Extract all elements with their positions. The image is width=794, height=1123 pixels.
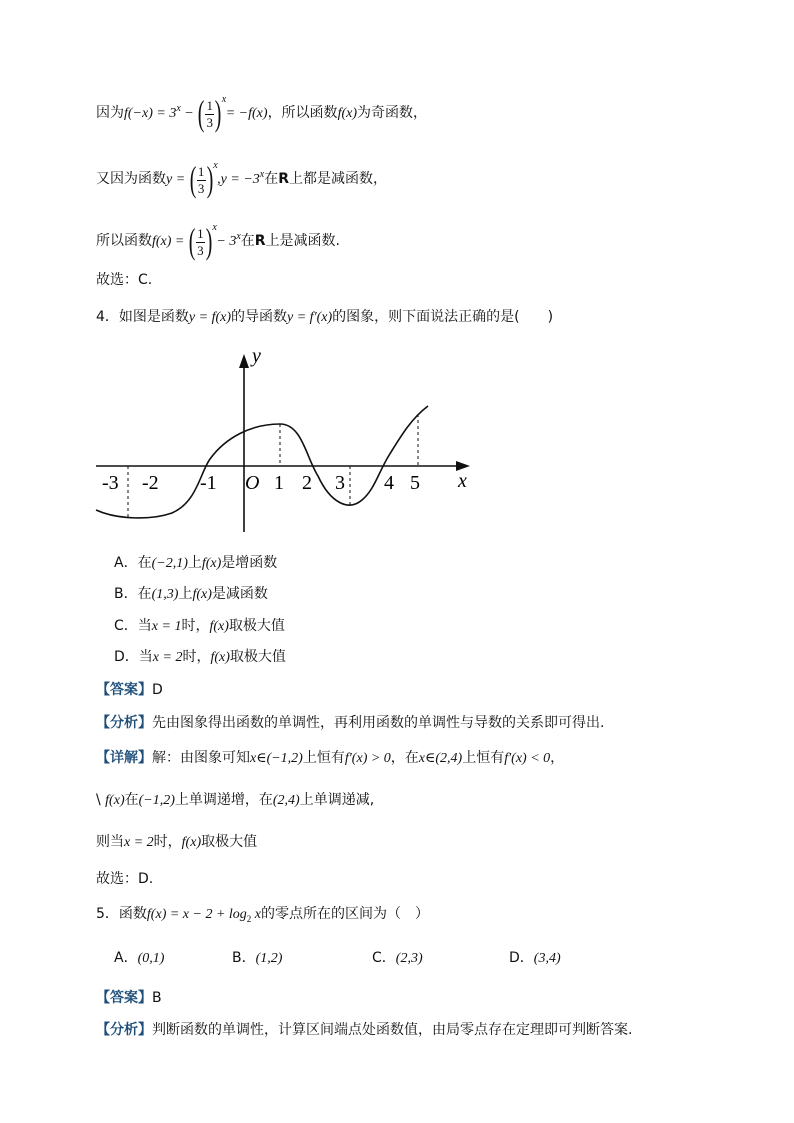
detail-tag: 【详解】 (96, 750, 152, 766)
text: 上 (178, 586, 193, 602)
q4-stem (96, 307, 553, 328)
analysis-text: 判断函数的单调性，计算区间端点处函数值，由局零点存在定理即可判断答案. (152, 1022, 633, 1038)
math-expr: − 3 (212, 234, 237, 249)
q5-choice-b (232, 948, 282, 969)
frac-num: 1 (197, 164, 205, 179)
math-interval: (1,3) (151, 587, 179, 602)
option-letter: C． (114, 618, 138, 634)
fraction-paren: ( $\frac{1}{3}$ ) x (191, 162, 212, 196)
text: 时， (181, 618, 210, 634)
q5-answer (96, 988, 162, 1008)
math-expr: f(−x) = 3 (124, 106, 177, 121)
text: 则当 (96, 834, 124, 850)
option-letter: C． (372, 950, 396, 966)
math-expr: y = f(x) (188, 310, 232, 325)
text: 5．函数 (96, 906, 147, 922)
answer-value: D (152, 682, 163, 698)
text: 是减函数 (211, 586, 268, 602)
option-value: (0,1) (137, 951, 165, 966)
math-expr: (2,4) (272, 793, 300, 808)
text: 解：由图象可知 (152, 750, 250, 766)
math-expr: x∈(2,4) (418, 751, 463, 766)
q4-analysis (96, 713, 604, 733)
set-R: R (278, 171, 290, 187)
exponent: x (221, 94, 227, 105)
derivative-graph (92, 342, 482, 538)
option-d (114, 647, 286, 668)
frac-num: 1 (206, 98, 213, 113)
text: 时， (182, 649, 211, 665)
text: 取极大值 (228, 618, 285, 634)
option-a (114, 553, 277, 574)
x-axis-label: x (458, 470, 467, 492)
text: 取极大值 (229, 649, 286, 665)
option-value: (1,2) (255, 951, 283, 966)
text: 在 (124, 792, 139, 808)
exponent: x (236, 231, 241, 242)
text: ， (550, 750, 565, 766)
q4-choice: 故选：D. (96, 871, 154, 887)
math-cond: x = 1 (151, 619, 182, 634)
math-cond: x = 2 (152, 650, 183, 665)
text: 上恒有 (462, 750, 505, 766)
text: \ (96, 792, 101, 808)
math-fx: f(x) (201, 556, 222, 571)
tick-labels (102, 472, 420, 494)
text: 取极大值 (201, 834, 258, 850)
text: 所以函数 (96, 233, 152, 249)
text: 时， (153, 834, 182, 850)
text: 当 (137, 618, 152, 634)
text: 的导函数 (231, 309, 288, 325)
tick-label: 3 (335, 472, 345, 494)
text: 在 (137, 555, 152, 571)
option-b (114, 584, 268, 605)
option-letter: D． (114, 649, 139, 665)
text: 在 (240, 233, 255, 249)
math-fx: f(x) (209, 619, 229, 634)
exponent: x (213, 160, 218, 171)
math-fx: f(x) (181, 835, 202, 850)
math-fx: f(x) (105, 793, 125, 808)
math-expr: ,y = −3 (213, 172, 260, 187)
option-letter: A． (114, 555, 138, 571)
analysis-text: 先由图象得出函数的单调性，再利用函数的单调性与导数的关系即可得出. (152, 715, 605, 731)
answer-tag: 【答案】 (96, 682, 152, 698)
tick-label: -3 (102, 472, 119, 494)
text: 上都是减函数， (289, 171, 388, 187)
option-letter: B． (114, 586, 138, 602)
fraction-paren: ( $\frac{1}{3}$ ) x (190, 224, 211, 258)
answer-value: B (152, 990, 162, 1006)
text: 上单调递减, (299, 792, 375, 808)
answer-tag: 【答案】 (96, 990, 152, 1006)
option-c (114, 616, 285, 637)
exponent: x (176, 103, 181, 114)
option-letter: D． (509, 950, 534, 966)
option-value: (2,3) (395, 951, 423, 966)
text: ，所以函数 (267, 105, 338, 121)
y-axis-arrow-icon (239, 354, 249, 368)
tick-label: 5 (410, 472, 420, 494)
option-letter: A． (114, 950, 138, 966)
q5-choice-c (372, 948, 423, 969)
text: 4．如图是函数 (96, 309, 189, 325)
tick-label: -2 (142, 472, 159, 494)
q5-analysis (96, 1020, 632, 1040)
origin-label: O (245, 472, 260, 494)
q5-stem (96, 904, 429, 929)
text: 因为 (96, 105, 124, 121)
tick-label: -1 (200, 472, 217, 494)
math-expr: f(x) = (152, 234, 188, 249)
tick-label: 1 (274, 472, 284, 494)
frac-den: 3 (197, 181, 205, 196)
tick-label: 2 (302, 472, 312, 494)
derivative-curve (96, 406, 428, 518)
frac-num: 1 (197, 226, 204, 241)
option-value: (3,4) (533, 951, 561, 966)
math-minus: − (180, 106, 198, 121)
fraction-paren: ( $\frac{1}{3}$ ) x (199, 96, 220, 130)
math-expr: x (251, 907, 262, 922)
option-letter: B． (232, 950, 256, 966)
tick-label: 4 (384, 472, 394, 494)
text: 当 (138, 649, 153, 665)
solution3-line1 (96, 93, 427, 133)
exponent: x (259, 169, 265, 180)
math-fx: f(x) (337, 106, 357, 121)
math-fx: f(x) (192, 587, 212, 602)
math-expr: y = (166, 172, 189, 187)
analysis-tag: 【分析】 (96, 1022, 152, 1038)
text: 为奇函数， (357, 105, 427, 121)
solution3-line2 (96, 159, 388, 199)
q4-detail-line2 (96, 790, 374, 811)
frac-den: 3 (206, 115, 213, 130)
solution3-line3 (96, 221, 341, 261)
y-axis-label: y (252, 345, 261, 367)
math-expr: x∈(−1,2) (250, 751, 303, 766)
text: 在 (264, 171, 279, 187)
text: 在 (137, 586, 152, 602)
math-expr: f′(x) > 0 (344, 751, 391, 766)
analysis-tag: 【分析】 (96, 715, 152, 731)
text: 又因为函数 (96, 171, 166, 187)
set-R: R (254, 233, 266, 249)
text: 上 (187, 555, 202, 571)
math-expr: y = f′(x) (287, 310, 333, 325)
text: 上恒有 (302, 750, 345, 766)
math-expr: f(x) = x − 2 + log (146, 907, 247, 922)
text: 的零点所在的区间为（ ） (261, 906, 430, 922)
log-base: 2 (246, 913, 252, 924)
math-fx: f(x) (210, 650, 230, 665)
text: 的图象，则下面说法正确的是( ) (332, 309, 554, 325)
math-interval: (−2,1) (151, 556, 188, 571)
math-expr: = −f(x) (222, 106, 268, 121)
q4-answer (96, 680, 163, 700)
text: 上单调递增，在 (174, 792, 273, 808)
math-expr: (−1,2) (138, 793, 175, 808)
q5-choice-a (114, 948, 164, 969)
text: ，在 (390, 750, 419, 766)
q5-choice-d (509, 948, 561, 969)
q4-detail-line1 (96, 748, 564, 769)
solution3-choice: 故选：C. (96, 272, 153, 288)
exponent: x (212, 222, 217, 233)
frac-den: 3 (197, 243, 204, 258)
text: 上是减函数. (265, 233, 341, 249)
q4-detail-line3 (96, 832, 257, 853)
math-expr: f′(x) < 0 (504, 751, 551, 766)
math-expr: x = 2 (124, 835, 154, 850)
text: 是增函数 (221, 555, 278, 571)
